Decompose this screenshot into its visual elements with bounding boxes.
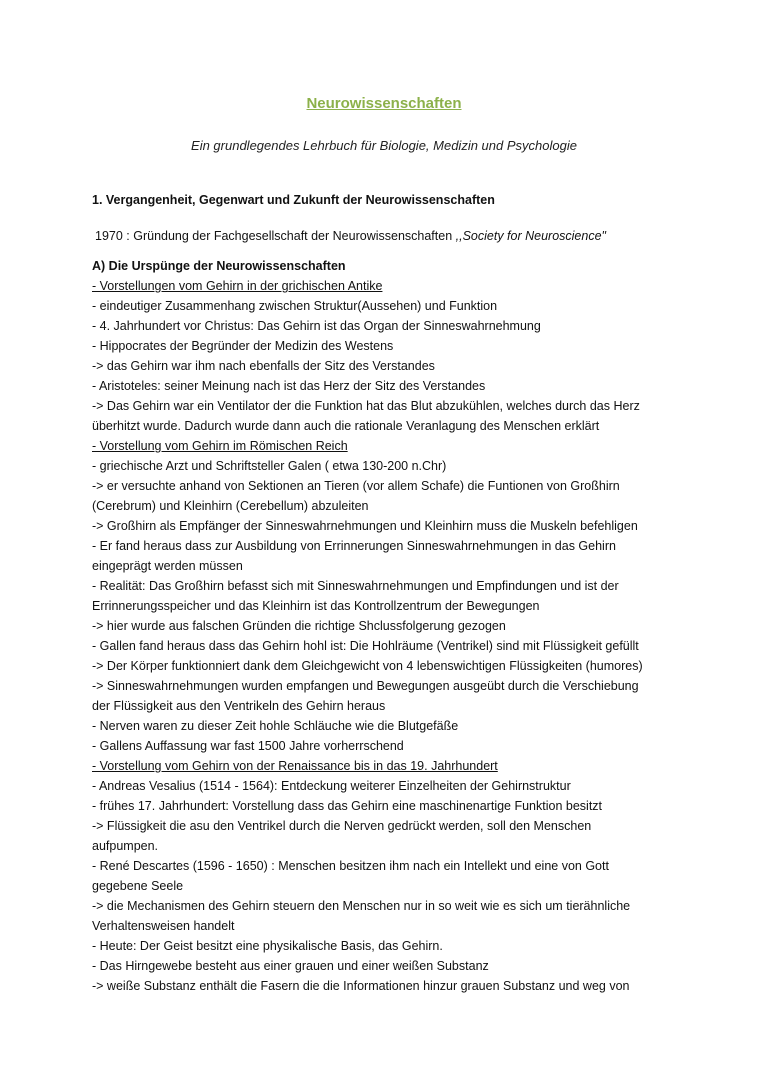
text-line: der Flüssigkeit aus den Ventrikeln des Gehirn heraus — [92, 699, 386, 713]
text-line: - Aristoteles: seiner Meinung nach ist das Herz der Sitz des Verstandes — [92, 379, 486, 393]
text-line: - griechische Arzt und Schriftsteller Galen ( etwa 130-200 n.Chr) — [92, 459, 447, 473]
text-line: (Cerebrum) und Kleinhirn (Cerebellum) abzuleiten — [92, 499, 369, 513]
body-text — [92, 256, 692, 996]
intro-prefix: 1970 : Gründung der Fachgesellschaft der Neurowissenschaften — [95, 229, 456, 243]
text-line: - René Descartes (1596 - 1650) : Menschen besitzen ihm nach ein Intellekt und eine von Gott — [92, 859, 609, 873]
text-line: - Hippocrates der Begründer der Medizin des Westens — [92, 339, 394, 353]
text-line: - Realität: Das Großhirn befasst sich mit Sinneswahrnehmungen und Empfindungen und ist der — [92, 579, 619, 593]
text-line: -> Der Körper funktionniert dank dem Gleichgewicht von 4 lebenswichtigen Flüssigkeiten (humores) — [92, 659, 643, 673]
text-line: - Heute: Der Geist besitzt eine physikalische Basis, das Gehirn. — [92, 939, 443, 953]
text-line: Errinnerungsspeicher und das Kleinhirn ist das Kontrollzentrum der Bewegungen — [92, 599, 540, 613]
text-line: -> er versuchte anhand von Sektionen an Tieren (vor allem Schafe) die Funtionen von Großhirn — [92, 479, 620, 493]
topic-heading: - Vorstellungen vom Gehirn in der grichischen Antike — [92, 279, 383, 293]
text-line: -> weiße Substanz enthält die Fasern die die Informationen hinzur grauen Substanz und weg von — [92, 979, 630, 993]
text-line: - Er fand heraus dass zur Ausbildung von Errinnerungen Sinneswahrnehmungen in das Gehirn — [92, 539, 616, 553]
text-line: -> Flüssigkeit die asu den Ventrikel durch die Nerven gedrückt werden, soll den Menschen — [92, 819, 592, 833]
text-line: Verhaltensweisen handelt — [92, 919, 235, 933]
text-line: -> Das Gehirn war ein Ventilator der die Funktion hat das Blut abzukühlen, welches durch das Herz — [92, 399, 640, 413]
intro-emphasis: ,,Society for Neuroscience" — [455, 229, 606, 243]
section-heading: 1. Vergangenheit, Gegenwart und Zukunft der Neurowissenschaften — [92, 193, 495, 207]
title-text: Neurowissenschaften — [306, 95, 462, 112]
document-subtitle: Ein grundlegendes Lehrbuch für Biologie, Medizin und Psychologie — [191, 138, 577, 153]
text-line: - eindeutiger Zusammenhang zwischen Struktur(Aussehen) und Funktion — [92, 299, 498, 313]
text-line: - Gallen fand heraus dass das Gehirn hohl ist: Die Hohlräume (Ventrikel) sind mit Flüssigkeit gefüllt — [92, 639, 639, 653]
text-line: - Andreas Vesalius (1514 - 1564): Entdeckung weiterer Einzelheiten der Gehirnstruktur — [92, 779, 571, 793]
text-line: -> Sinneswahrnehmungen wurden empfangen und Bewegungen ausgeübt durch die Verschiebung — [92, 679, 639, 693]
text-line: gegebene Seele — [92, 879, 184, 893]
text-line: -> hier wurde aus falschen Gründen die richtige Shclussfolgerung gezogen — [92, 619, 506, 633]
text-line: - Nerven waren zu dieser Zeit hohle Schläuche wie die Blutgefäße — [92, 719, 459, 733]
text-line: - frühes 17. Jahrhundert: Vorstellung dass das Gehirn eine maschinenartige Funktion besitzt — [92, 799, 603, 813]
text-line: eingeprägt werden müssen — [92, 559, 243, 573]
topic-heading: - Vorstellung vom Gehirn im Römischen Reich — [92, 439, 348, 453]
text-line: - Gallens Auffassung war fast 1500 Jahre vorherrschend — [92, 739, 404, 753]
text-line: -> Großhirn als Empfänger der Sinneswahrnehmungen und Kleinhirn muss die Muskeln befehligen — [92, 519, 638, 533]
text-line: - Das Hirngewebe besteht aus einer grauen und einer weißen Substanz — [92, 959, 489, 973]
text-line: aufpumpen. — [92, 839, 159, 853]
text-line: -> die Mechanismen des Gehirn steuern den Menschen nur in so weit wie es sich um tierähnliche — [92, 899, 631, 913]
text-line: überhitzt wurde. Dadurch wurde dann auch die rationale Veranlagung des Menschen erklärt — [92, 419, 600, 433]
text-line: -> das Gehirn war ihm nach ebenfalls der Sitz des Verstandes — [92, 359, 435, 373]
topic-heading: - Vorstellung vom Gehirn von der Renaissance bis in das 19. Jahrhundert — [92, 759, 498, 773]
intro-line — [95, 226, 606, 246]
text-line: - 4. Jahrhundert vor Christus: Das Gehirn ist das Organ der Sinneswahrnehmung — [92, 319, 541, 333]
subsection-heading: A) Die Urspünge der Neurowissenschaften — [92, 259, 346, 273]
document-title — [0, 94, 768, 114]
